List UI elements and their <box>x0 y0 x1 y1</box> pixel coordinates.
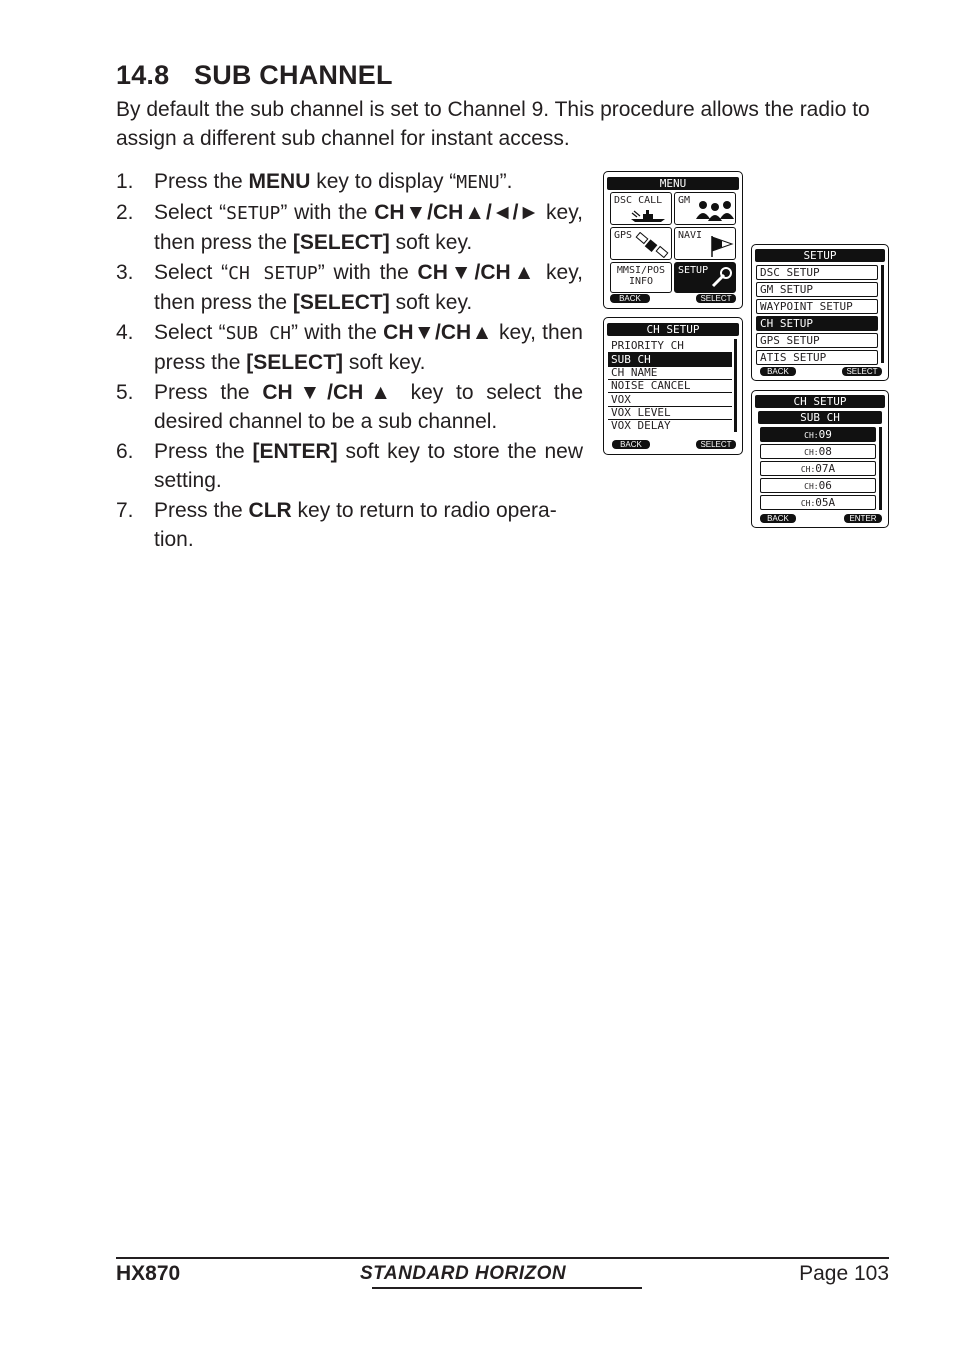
menu-title: MENU <box>607 177 739 190</box>
setup-item-ch-setup: CH SETUP <box>756 316 878 331</box>
scrollbar <box>881 265 884 363</box>
ch-setup-item-vox-level: VOX LEVEL <box>608 406 732 420</box>
footer-model: HX870 <box>116 1262 181 1285</box>
setup-title: SETUP <box>755 249 885 262</box>
enter-softkey: ENTER <box>844 514 882 523</box>
flag-icon <box>709 234 735 258</box>
dsc-call-tile: DSC CALL <box>610 192 672 225</box>
back-softkey: BACK <box>610 294 650 303</box>
setup-item-atis: ATIS SETUP <box>756 350 878 365</box>
channel-row: CH:06 <box>760 478 876 493</box>
ch-setup-item-sub-ch: SUB CH <box>608 353 732 367</box>
step-text: Press the MENU key to display “MENU”. <box>154 170 513 193</box>
section-heading <box>116 60 393 91</box>
step-text: Select “SETUP” with the CH▼/CH▲/◄/► key, then press the [SELECT] soft key. <box>154 200 583 254</box>
setup-screen <box>751 244 889 381</box>
ship-icon <box>629 209 667 223</box>
step-5 <box>116 378 583 437</box>
back-softkey: BACK <box>760 514 796 523</box>
footer-page-number: Page 103 <box>799 1262 889 1285</box>
setup-tile: SETUP <box>674 262 736 293</box>
group-icon <box>693 199 735 221</box>
setup-item-dsc: DSC SETUP <box>756 265 878 280</box>
satellite-icon <box>635 232 669 258</box>
step-number: 4. <box>116 320 134 344</box>
step-text: Press the CLR key to return to radio opera-tion. <box>154 498 557 551</box>
menu-screen <box>603 171 743 309</box>
brand-underline <box>372 1287 642 1289</box>
step-number: 3. <box>116 260 134 284</box>
step-number: 6. <box>116 439 134 463</box>
step-number: 7. <box>116 498 134 522</box>
setup-item-waypoint: WAYPOINT SETUP <box>756 299 878 314</box>
gps-tile: GPS <box>610 227 672 260</box>
sub-ch-screen <box>751 390 889 528</box>
steps-list <box>116 167 583 555</box>
step-2 <box>116 198 583 258</box>
step-text: Select “SUB CH” with the CH▼/CH▲ key, then press the [SELECT] soft key. <box>154 320 583 374</box>
step-number: 2. <box>116 200 134 224</box>
sub-ch-subtitle: SUB CH <box>758 411 882 424</box>
step-7 <box>116 496 583 555</box>
ch-setup-screen <box>603 317 743 455</box>
intro-paragraph: By default the sub channel is set to Channel 9. This procedure allows the radio to assign a different sub channel for instant access. <box>116 98 870 150</box>
navi-tile: NAVI <box>674 227 736 260</box>
scrollbar <box>879 427 882 510</box>
setup-item-gm: GM SETUP <box>756 282 878 297</box>
ch-setup-item-vox: VOX <box>608 393 732 407</box>
gm-tile: GM <box>674 192 736 225</box>
step-1 <box>116 167 583 198</box>
section-number: 14.8 <box>116 60 170 90</box>
select-softkey: SELECT <box>842 367 882 376</box>
step-3 <box>116 258 583 318</box>
ch-setup-item-ch-name: CH NAME <box>608 366 732 380</box>
channel-row: CH:07A <box>760 461 876 476</box>
sub-ch-screen-title: CH SETUP <box>755 395 885 408</box>
step-6 <box>116 437 583 496</box>
footer-brand-logo: STANDARD HORIZON <box>360 1263 567 1284</box>
channel-row: CH:05A <box>760 495 876 510</box>
step-number: 5. <box>116 380 134 404</box>
mmsi-pos-info-tile: MMSI/POS INFO <box>610 262 672 293</box>
ch-setup-item-vox-delay: VOX DELAY <box>611 419 671 432</box>
select-softkey: SELECT <box>696 440 736 449</box>
wrench-icon <box>709 267 733 289</box>
channel-row: CH:08 <box>760 444 876 459</box>
channel-row: CH:09 <box>760 427 876 442</box>
step-text: Press the [ENTER] soft key to store the new setting. <box>154 439 583 492</box>
footer-rule <box>116 1257 889 1259</box>
step-text: Select “CH SETUP” with the CH▼/CH▲ key, then press the [SELECT] soft key. <box>154 260 584 314</box>
step-4 <box>116 318 583 378</box>
step-number: 1. <box>116 170 134 193</box>
ch-setup-title: CH SETUP <box>607 323 739 336</box>
select-softkey: SELECT <box>696 294 736 303</box>
ch-setup-item-noise-cancel: NOISE CANCEL <box>608 379 732 393</box>
back-softkey: BACK <box>612 440 650 449</box>
step-text: Press the CH▼/CH▲ key to select the desired channel to be a sub channel. <box>154 380 584 433</box>
setup-item-gps: GPS SETUP <box>756 333 878 348</box>
scrollbar <box>734 339 737 432</box>
back-softkey: BACK <box>760 367 796 376</box>
ch-setup-item-priority: PRIORITY CH <box>608 339 732 353</box>
section-title: SUB CHANNEL <box>194 60 393 90</box>
